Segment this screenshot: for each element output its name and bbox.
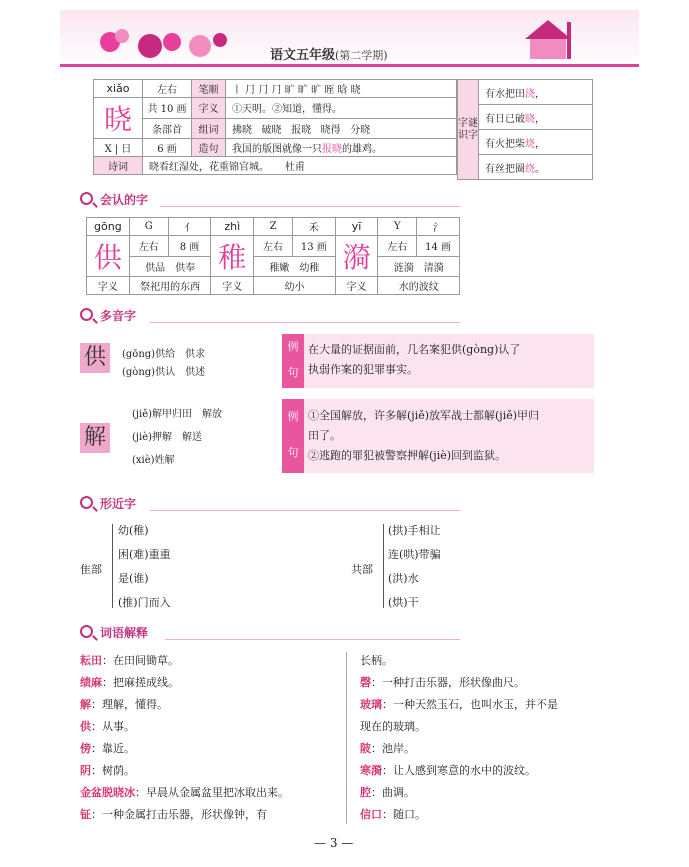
radical-cell: 禾 [292, 218, 335, 236]
section-rule [160, 206, 460, 207]
reading-line: (gōng)供给 供求 [122, 349, 206, 360]
poem-cell: 晓看红湿处，花重锦官城。 杜甫 [143, 157, 457, 175]
magnifier-icon [80, 308, 93, 321]
gloss-entry: 玻璃：一种天然玉石，也叫水玉，并不是 [360, 698, 558, 711]
character-xiao-table [93, 79, 457, 175]
strokes-cell: 14 画 [417, 236, 460, 257]
riddle-line: 有日已破晓， [479, 105, 593, 130]
letter-cell: Z [254, 218, 293, 236]
brace [383, 524, 384, 608]
main-character: 晓 [94, 98, 143, 139]
gloss-entry: 磬：一种打击乐器，形状像曲尺。 [360, 676, 525, 689]
page-number: — 3 — [314, 836, 354, 850]
similar-item: 连(哄)带骗 [388, 548, 441, 561]
structure-cell: 左右 [254, 236, 293, 257]
gloss-entry: 金盆脱晓冰：早晨从金属盆里把冰取出来。 [80, 786, 289, 799]
glossary-right [360, 650, 558, 826]
house-decoration-icon [515, 12, 585, 64]
letter-cell: G [129, 218, 168, 236]
riddle-label: 字谜识字 [458, 80, 479, 180]
polyphone-char-jie: 解 [80, 423, 110, 453]
gloss-entry: 现在的玻璃。 [360, 720, 426, 733]
riddle-line: 有水把田浇， [479, 80, 593, 105]
strokes-cell: 13 画 [292, 236, 335, 257]
reading-line: (gòng)供认 供述 [122, 367, 206, 378]
gloss-entry: 寒漪：让人感到寒意的水中的波纹。 [360, 764, 536, 777]
structure-cell: 左右 [143, 80, 192, 98]
radical-cell: 氵 [417, 218, 460, 236]
section-rule [150, 510, 460, 511]
similar-item: 困(难)重重 [118, 548, 171, 561]
similar-item: 幼(稚) [118, 524, 149, 537]
riddle-data: 有水把田浇，有日已破晓，有火把柴烧，有丝把圈绕。 浇晓烧绕 日 部日 部部首日 部日部 [93, 190, 133, 191]
gloss-entry: 信口：随口。 [360, 808, 426, 821]
gloss-entry: 长柄。 [360, 654, 393, 667]
radical-cell: 条部首 [143, 118, 192, 139]
structure-cell: 左右 [378, 236, 417, 257]
meaning-cell: 水的波纹 [378, 277, 460, 295]
section-title-similar: 形近字 [100, 497, 137, 511]
reading-line: (jiě)解甲归田 解放 [132, 409, 223, 420]
section-title-recognize: 会认的字 [100, 193, 149, 207]
strokes-excl: 6 画 [143, 139, 192, 157]
meaning-label: 字义 [192, 98, 226, 119]
flower-decoration-icon [80, 12, 240, 64]
magnifier-icon [80, 496, 93, 509]
words-label: 组词 [192, 118, 226, 139]
similar-item: (烘)干 [388, 596, 419, 609]
meaning-label: 字义 [335, 277, 378, 295]
section-title-polyphone: 多音字 [100, 309, 137, 323]
header-rule [60, 64, 639, 67]
meaning-text: ①天明。②知道，懂得。 [226, 98, 457, 119]
gloss-entry: 解：理解，懂得。 [80, 698, 168, 711]
glossary-left [80, 650, 289, 826]
example-text: 在大量的证据面前，几名案犯供(gòng)认了 执弱作案的犯罪事实。 [308, 343, 521, 376]
character-gong: 供 [87, 236, 130, 277]
stroke-label: 笔顺 [192, 80, 226, 98]
riddle-line: 有丝把圈绕。 [479, 155, 593, 180]
sentence-cell: 我国的版图就像一只报晓的雄鸡。 [226, 139, 457, 157]
pinyin-cell: xiǎo [94, 80, 143, 98]
meaning-label: 字义 [211, 277, 254, 295]
character-yi: 漪 [335, 236, 378, 277]
gloss-entry: 供：从事。 [80, 720, 135, 733]
words-cell: 拂晓 破晓 报晓 晓得 分晓 [226, 118, 457, 139]
gloss-entry: 阴：树荫。 [80, 764, 135, 777]
stroke-order: 丨 ⺆ ⺆ ⺆ 旷 旷 旷 晊 晗 晓 [226, 80, 457, 98]
magnifier-icon [80, 192, 93, 205]
section-rule [165, 639, 460, 640]
gloss-entry: 腔：曲调。 [360, 786, 415, 799]
riddle-table [457, 79, 593, 180]
section-title-glossary: 词语解释 [100, 626, 149, 640]
poem-label: 诗词 [94, 157, 143, 175]
example-label: 例 句 [282, 334, 304, 388]
structure-cell: 左右 [129, 236, 168, 257]
page-header-title: 语文五年级(第二学期) [270, 48, 388, 63]
riddle-line: 有火把柴烧， [479, 130, 593, 155]
recognize-table [86, 217, 460, 295]
meaning-label: 字义 [87, 277, 130, 295]
similar-item: (洪)水 [388, 572, 419, 585]
pinyin-cell: zhì [211, 218, 254, 236]
pinyin-cell: gōng [87, 218, 130, 236]
reading-line: (jiè)押解 解送 [132, 432, 203, 443]
pinyin-cell: yī [335, 218, 378, 236]
section-rule [150, 322, 460, 323]
strokes-cell: 8 画 [168, 236, 211, 257]
gloss-entry: 耘田：在田间锄草。 [80, 654, 179, 667]
radical-base: 隹部 [80, 563, 102, 576]
index-cell: X | 日 [94, 139, 143, 157]
example-label: 例 句 [282, 399, 304, 473]
similar-item: (拱)手相让 [388, 524, 441, 537]
words-cell: 稚嫩 幼稚 [254, 256, 336, 277]
example-text: ①全国解放，许多解(jiě)放军战士都解(jiě)甲归 田了。 ②逃跑的罪犯被警察押解(jiè)回到监狱。 [308, 409, 540, 462]
gloss-entry: 钲：一种金属打击乐器，形状像钟，有 [80, 808, 267, 821]
meaning-cell: 幼小 [254, 277, 336, 295]
meaning-cell: 祭祀用的东西 [129, 277, 211, 295]
radical-base: 共部 [351, 563, 373, 576]
words-cell: 供品 供奉 [129, 256, 211, 277]
polyphone-char-gong: 供 [80, 343, 110, 373]
words-cell: 涟漪 清漪 [378, 256, 460, 277]
gloss-entry: 陂：池岸。 [360, 742, 415, 755]
brace [112, 524, 113, 608]
stroke-count: 共 10 画 [143, 98, 192, 119]
sentence-label: 造句 [192, 139, 226, 157]
similar-item: 是(谁) [118, 572, 149, 585]
similar-item: (推)门而入 [118, 596, 171, 609]
magnifier-icon [80, 625, 93, 638]
gloss-entry: 傍：靠近。 [80, 742, 135, 755]
letter-cell: Y [378, 218, 417, 236]
radical-cell: 亻 [168, 218, 211, 236]
column-divider [346, 652, 347, 824]
reading-line: (xiè)姓解 [132, 455, 175, 466]
gloss-entry: 绩麻：把麻搓成线。 [80, 676, 179, 689]
character-zhi: 稚 [211, 236, 254, 277]
